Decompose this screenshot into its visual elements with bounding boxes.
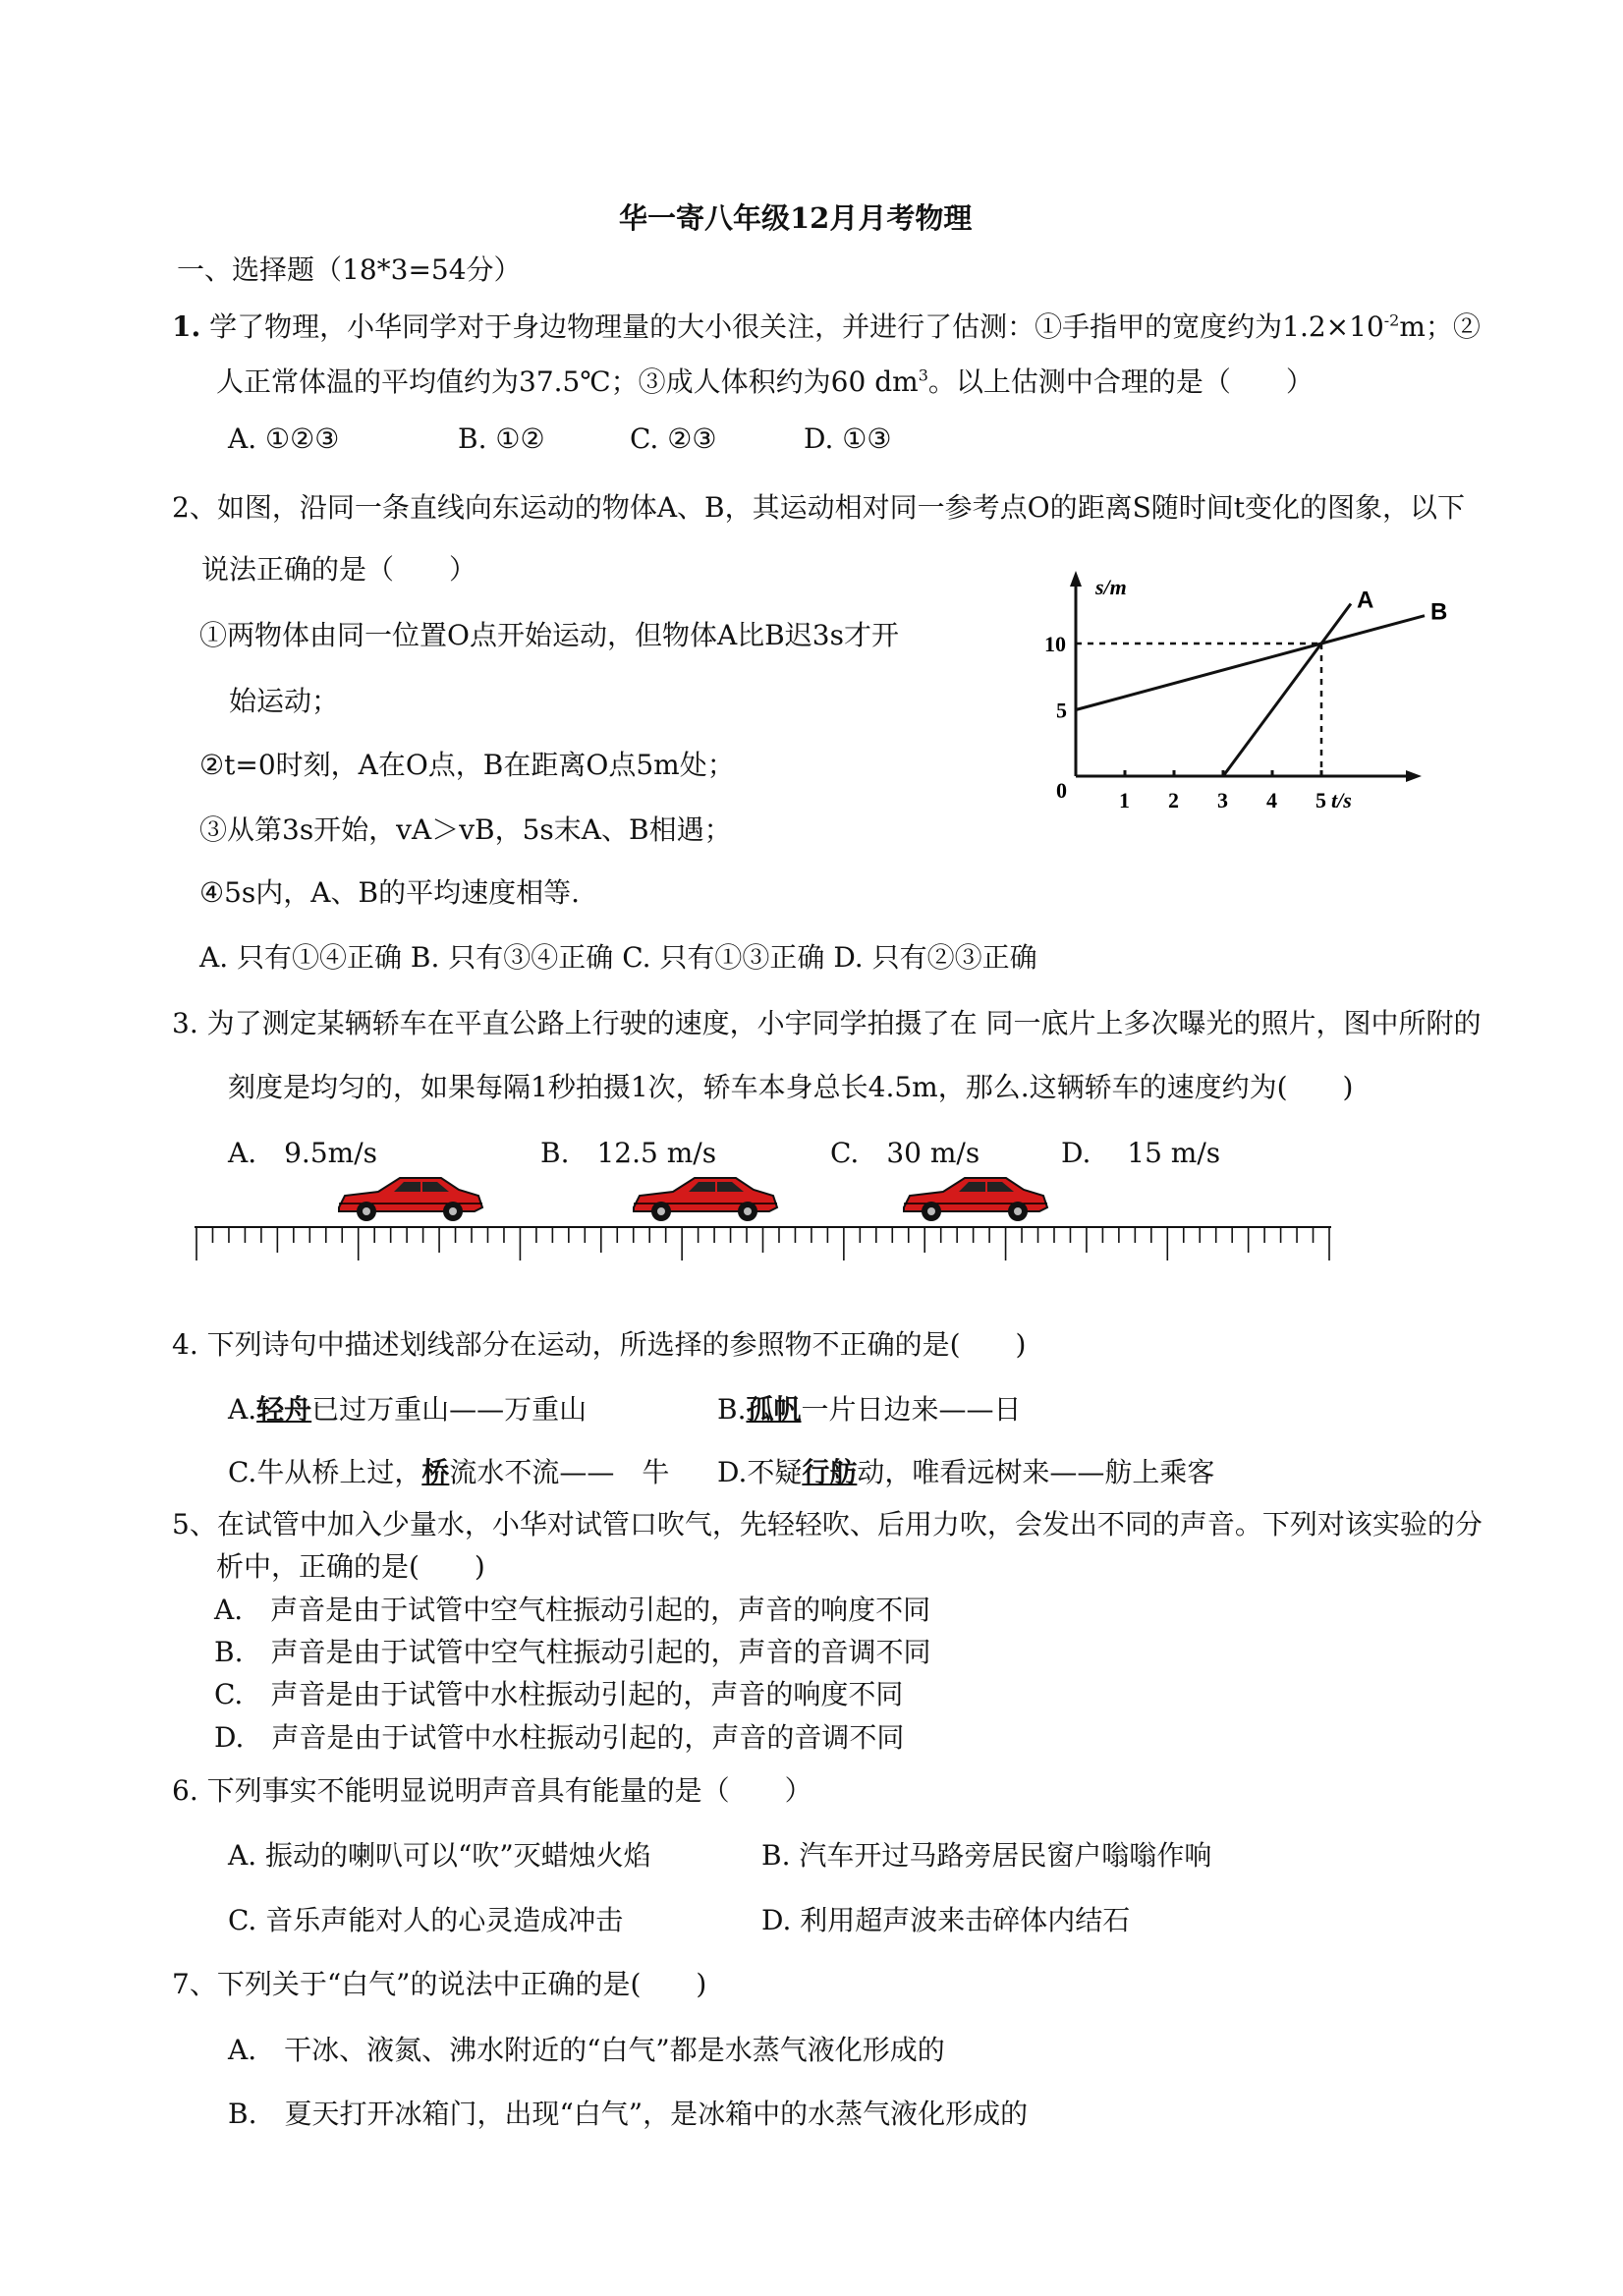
q2-line2: 说法正确的是（ ）	[201, 553, 477, 586]
q6-option-a: A. 振动的喇叭可以“吹”灭蜡烛火焰	[228, 1839, 651, 1872]
series-line-b	[1076, 616, 1425, 710]
q1-number: 1.	[172, 310, 201, 343]
q5-option-a: A. 声音是由于试管中空气柱振动引起的，声音的响度不同	[214, 1594, 931, 1626]
q4-option-d	[717, 1456, 1214, 1489]
st-graph	[1032, 565, 1464, 830]
q4-a-underlined: 轻舟	[256, 1393, 312, 1426]
x-tick-label: 4	[1266, 788, 1277, 812]
q4-a-prefix: A.	[228, 1393, 257, 1426]
q7-option-b: B. 夏天打开冰箱门，出现“白气”，是冰箱中的水蒸气液化形成的	[228, 2098, 1029, 2130]
q4-d-underlined: 行舫	[802, 1456, 858, 1488]
q6-option-c: C. 音乐声能对人的心灵造成冲击	[228, 1904, 624, 1936]
x-tick-label: 5	[1315, 788, 1326, 812]
series-line-a	[1223, 604, 1351, 777]
q1-text-a: 学了物理，小华同学对于身边物理量的大小很关注，并进行了估测：①手指甲的宽度约为1.2×10	[209, 310, 1384, 343]
car-image-2	[634, 1178, 777, 1221]
q2-statement-4: ④5s内，A、B的平均速度相等.	[199, 876, 580, 909]
q4-b-underlined: 孤帆	[746, 1393, 802, 1426]
x-axis-label: t/s	[1331, 788, 1352, 812]
x-tick-label: 3	[1217, 788, 1228, 812]
q3-option-b: B. 12.5 m/s	[540, 1137, 717, 1169]
q1-line2	[216, 365, 1314, 399]
q3-option-c: C. 30 m/s	[830, 1137, 980, 1169]
series-label-b: B	[1430, 598, 1448, 626]
q1-text-d: 。以上估测中合理的是（ ）	[927, 365, 1314, 398]
q7-option-a: A. 干冰、液氮、沸水附近的“白气”都是水蒸气液化形成的	[228, 2034, 945, 2066]
y-tick-label: 5	[1056, 698, 1067, 723]
car-image-1	[339, 1178, 482, 1221]
q4-c-prefix: C.牛从桥上过，	[228, 1456, 422, 1488]
y-tick-label: 10	[1044, 632, 1066, 656]
q4-d-prefix: D.不疑	[717, 1456, 803, 1488]
q4-d-text: 动，唯看远树来——舫上乘客	[857, 1456, 1215, 1488]
q3-option-d: D. 15 m/s	[1061, 1137, 1221, 1169]
q5-line2: 析中，正确的是( )	[216, 1550, 485, 1583]
q5-option-c: C. 声音是由于试管中水柱振动引起的，声音的响度不同	[214, 1678, 904, 1710]
q1-option-b: B. ①②	[458, 422, 545, 455]
q2-line1: 2、如图，沿同一条直线向东运动的物体A、B，其运动相对同一参考点O的距离S随时间t变化的图象，以下	[172, 491, 1466, 524]
q1-line1	[172, 310, 1481, 344]
x-tick-label: 2	[1168, 788, 1179, 812]
q2-statement-1a: ①两物体由同一位置O点开始运动，但物体A比B迟3s才开	[199, 619, 899, 651]
q4-option-a	[228, 1393, 587, 1427]
q5-option-d: D. 声音是由于试管中水柱振动引起的，声音的音调不同	[214, 1721, 905, 1754]
q4-c-underlined: 桥	[421, 1456, 450, 1488]
car-image-3	[904, 1178, 1047, 1221]
x-tick-label: 1	[1119, 788, 1130, 812]
q6-option-d: D. 利用超声波来击碎体内结石	[761, 1904, 1131, 1936]
q4-line1: 4. 下列诗句中描述划线部分在运动，所选择的参照物不正确的是( )	[172, 1328, 1027, 1361]
q3-option-a: A. 9.5m/s	[228, 1137, 378, 1169]
q1-exponent-b: 3	[918, 365, 928, 385]
y-axis-label: s/m	[1095, 575, 1127, 599]
y-axis-arrow	[1070, 571, 1082, 587]
q4-b-prefix: B.	[717, 1393, 747, 1426]
q7-line1: 7、下列关于“白气”的说法中正确的是( )	[172, 1968, 707, 2000]
q2-options: A. 只有①④正确 B. 只有③④正确 C. 只有①③正确 D. 只有②③正确	[199, 941, 1037, 974]
q1-option-a: A. ①②③	[228, 422, 340, 455]
q1-option-d: D. ①③	[804, 422, 892, 455]
q1-text-b: m；②	[1399, 310, 1481, 343]
q4-c-text: 流水不流—— 牛	[449, 1456, 670, 1488]
q1-exponent-a: -2	[1383, 310, 1400, 330]
q1-option-c: C. ②③	[630, 422, 717, 455]
q4-b-text: 一片日边来——日	[801, 1393, 1022, 1426]
q4-option-c	[228, 1456, 669, 1489]
q1-text-c: 人正常体温的平均值约为37.5℃；③成人体积约为60 dm	[216, 365, 919, 398]
car-ruler-figure	[187, 1174, 1346, 1272]
q2-statement-2: ②t=0时刻，A在O点，B在距离O点5m处；	[199, 749, 735, 781]
x-axis-arrow	[1406, 770, 1422, 782]
q4-option-b	[717, 1393, 1022, 1427]
q6-line1: 6. 下列事实不能明显说明声音具有能量的是（ ）	[172, 1774, 812, 1807]
q3-line1: 3. 为了测定某辆轿车在平直公路上行驶的速度，小宇同学拍摄了在 同一底片上多次曝光的照片，图中所附的	[172, 1007, 1482, 1039]
q6-option-b: B. 汽车开过马路旁居民窗户嗡嗡作响	[761, 1839, 1212, 1872]
q2-statement-1b: 始运动；	[229, 685, 340, 717]
section-heading: 一、选择题（18*3=54分）	[177, 253, 522, 286]
q2-statement-3: ③从第3s开始，vA＞vB，5s末A、B相遇；	[199, 813, 732, 846]
q5-option-b: B. 声音是由于试管中空气柱振动引起的，声音的音调不同	[214, 1636, 931, 1668]
q4-a-text: 已过万重山——万重山	[311, 1393, 588, 1426]
series-label-a: A	[1357, 587, 1374, 614]
q3-line2: 刻度是均匀的，如果每隔1秒拍摄1次，轿车本身总长4.5m，那么.这辆轿车的速度约为( )	[228, 1071, 1354, 1103]
y-tick-label: 0	[1056, 778, 1067, 803]
q5-line1: 5、在试管中加入少量水，小华对试管口吹气，先轻轻吹、后用力吹，会发出不同的声音。下列对该实验的分	[172, 1508, 1483, 1540]
page-title: 华一寄八年级12月月考物理	[619, 201, 973, 235]
